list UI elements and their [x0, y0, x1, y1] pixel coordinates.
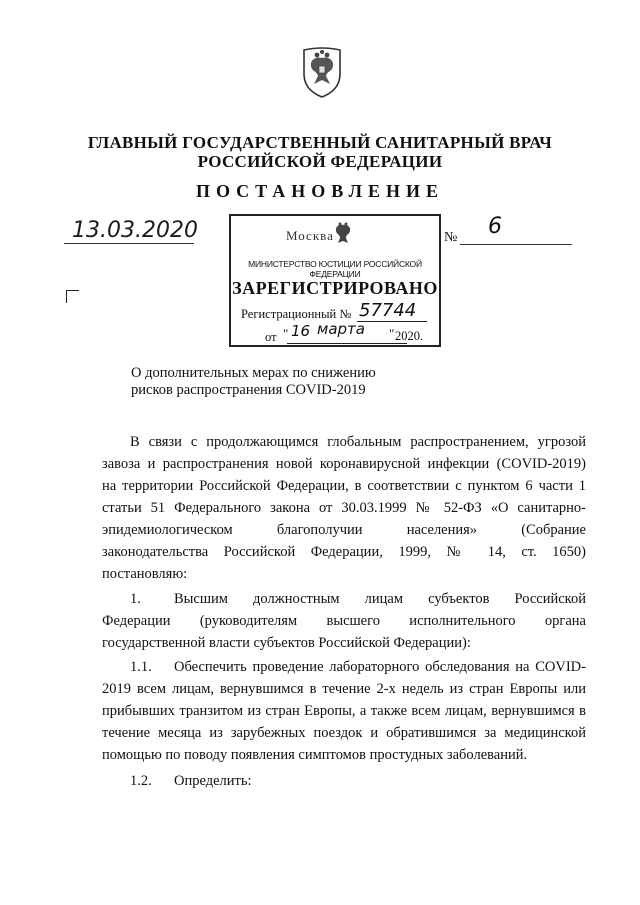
stamp-month: марта — [317, 320, 365, 338]
item-1-1-line: течение месяца из зарубежных поездок и обратившимся за медицинской — [102, 725, 586, 741]
body-line: эпидемиологическом благополучии населения» (Собрание — [102, 522, 586, 538]
number-underline — [460, 244, 572, 245]
stamp-registered: ЗАРЕГИСТРИРОВАНО — [232, 278, 438, 298]
item-1-line: Федерации (руководителям высшего исполнительного органа — [102, 613, 586, 629]
document-title — [131, 365, 376, 399]
stamp-reg-label: Регистрационный № — [241, 307, 352, 321]
stamp-ministry: МИНИСТЕРСТВО ЮСТИЦИИ РОССИЙСКОЙ ФЕДЕРАЦИИ — [248, 259, 422, 279]
stamp-city: Москва — [286, 228, 334, 243]
item-1-line: 1. Высшим должностным лицам субъектов Российской — [102, 588, 586, 610]
stamp-day: 16 — [291, 322, 311, 340]
title-line: рисков распространения COVID-2019 — [131, 382, 366, 398]
stamp-emblem-icon — [330, 221, 356, 251]
body-line: законодательства Российской Федерации, 1999, № 14, ст. 1650) — [102, 544, 586, 560]
body-line: статьи 51 Федерального закона от 30.03.1999 № 52-ФЗ «О санитарно- — [102, 500, 586, 516]
stamp-date-underline — [287, 343, 407, 344]
item-1-1-line: помощью по поводу появления симптомов простудных заболеваний. — [102, 747, 528, 763]
item-1-1-line: 2019 всем лицам, вернувшимся в течение 2-х недель из стран Европы или — [102, 681, 586, 697]
title-line: О дополнительных мерах по снижению — [131, 365, 376, 381]
registration-stamp — [229, 214, 441, 347]
body-line: В связи с продолжающимся глобальным распространением, угрозой — [130, 434, 586, 450]
body-line: на территории Российской Федерации, в соответствии с пунктом 6 части 1 — [102, 478, 586, 494]
document-number: 6 — [488, 214, 502, 239]
item-text: Определить: — [174, 773, 252, 789]
body-line: завоза и распространения новой коронавирусной инфекции (COVID-2019) — [102, 456, 586, 472]
item-1-1-line: 1.1. Обеспечить проведение лабораторного обследования на COVID- — [102, 656, 586, 678]
stamp-open-quote: " — [283, 326, 289, 341]
stamp-year: 2020. — [395, 329, 424, 343]
item-1-1-line: прибывших транзитом из стран Европы, а также всем лицам, вернувшимся в — [102, 703, 586, 719]
document-number-label: № — [444, 230, 458, 245]
date-underline — [64, 243, 194, 244]
item-number: 1. — [130, 591, 141, 607]
title-corner-mark — [66, 290, 79, 303]
document-type: ПОСТАНОВЛЕНИЕ — [195, 181, 445, 201]
body-line: постановляю: — [102, 566, 188, 582]
stamp-from-label: от — [265, 330, 277, 344]
coat-of-arms-icon — [298, 44, 346, 100]
item-1-2-line — [102, 770, 586, 792]
issuer-line-2: РОССИЙСКОЙ ФЕДЕРАЦИИ — [197, 152, 443, 171]
stamp-reg-number: 57744 — [359, 300, 417, 321]
item-number: 1.1. — [130, 659, 152, 675]
item-1-line: государственной власти субъектов Российской Федерации): — [102, 635, 471, 651]
document-date: 13.03.2020 — [72, 218, 198, 243]
reg-number-underline — [357, 321, 427, 322]
stamp-close-quote: " — [389, 326, 395, 341]
issuer-line-1: ГЛАВНЫЙ ГОСУДАРСТВЕННЫЙ САНИТАРНЫЙ ВРАЧ — [87, 133, 553, 152]
item-number: 1.2. — [130, 773, 152, 789]
